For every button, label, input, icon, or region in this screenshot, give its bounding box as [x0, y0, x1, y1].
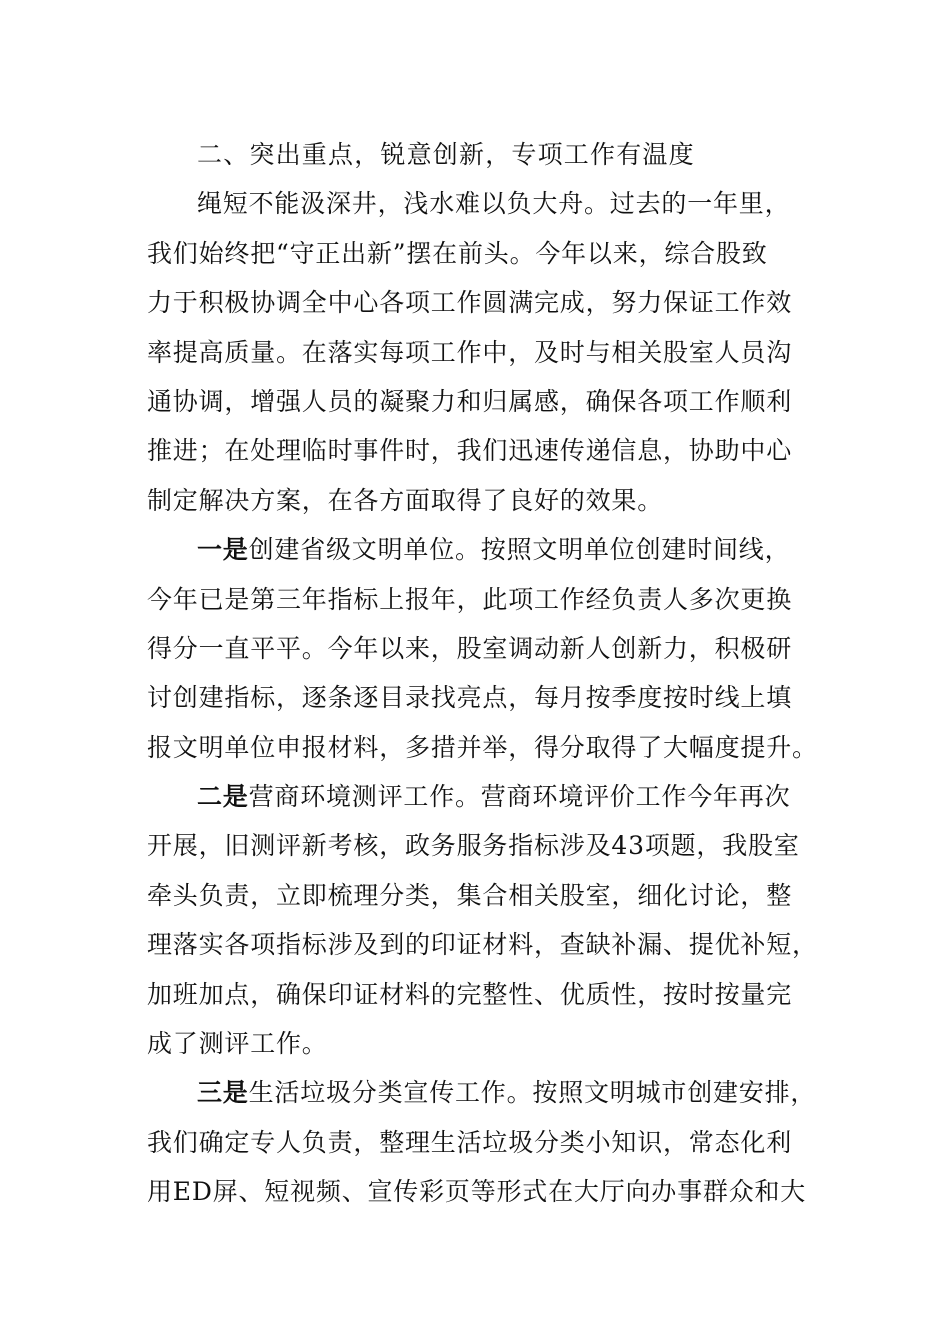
text-line: 用ED屏、短视频、宣传彩页等形式在大厅向办事群众和大: [147, 1177, 807, 1207]
text-line: [147, 525, 807, 574]
section-heading: 二、突出重点，锐意创新，专项工作有温度: [197, 140, 695, 169]
text-line: 今年已是第三年指标上报年，此项工作经负责人多次更换: [147, 584, 793, 614]
text-line: 通协调，增强人员的凝聚力和归属感，确保各项工作顺利: [147, 386, 793, 416]
document-page: [147, 130, 818, 1217]
item-title: 创建省级文明单位。按照文明单位创建时间线，: [248, 535, 791, 565]
text-line: 我们确定专人负责，整理生活垃圾分类小知识，常态化利: [147, 1127, 793, 1157]
text-line: 理落实各项指标涉及到的印证材料，查缺补漏、提优补短，: [147, 930, 818, 960]
item-paragraph-3: [147, 1068, 817, 1216]
text-line: [147, 772, 807, 821]
item-lead: 二是: [197, 782, 249, 812]
item-title: 营商环境测评工作。营商环境评价工作今年再次: [248, 782, 791, 812]
text-line: 制定解决方案，在各方面取得了良好的效果。: [147, 485, 664, 515]
intro-paragraph: [147, 179, 807, 525]
item-title: 生活垃圾分类宣传工作。按照文明城市创建安排，: [248, 1078, 817, 1108]
text-line: 率提高质量。在落实每项工作中，及时与相关股室人员沟: [147, 337, 793, 367]
item-lead: 一是: [197, 535, 249, 565]
text-line: 牵头负责，立即梳理分类，集合相关股室，细化讨论，整: [147, 880, 793, 910]
text-line: [147, 1068, 817, 1117]
text-line: 得分一直平平。今年以来，股室调动新人创新力，积极研: [147, 633, 793, 663]
text-line: 讨创建指标，逐条逐目录找亮点，每月按季度按时线上填: [147, 683, 793, 713]
text-line: 报文明单位申报材料，多措并举，得分取得了大幅度提升。: [147, 732, 818, 762]
text-line: 开展，旧测评新考核，政务服务指标涉及43项题，我股室: [147, 831, 800, 861]
text-line: 力于积极协调全中心各项工作圆满完成，努力保证工作效: [147, 288, 793, 318]
text-line: 推进；在处理临时事件时，我们迅速传递信息，协助中心: [147, 436, 793, 466]
item-lead: 三是: [197, 1078, 249, 1108]
text-line: 成了测评工作。: [147, 1029, 328, 1059]
item-paragraph-2: [147, 772, 818, 1068]
text-line: 绳短不能汲深井，浅水难以负大舟。过去的一年里，: [197, 189, 791, 219]
item-paragraph-1: [147, 525, 818, 772]
text-line: 加班加点，确保印证材料的完整性、优质性，按时按量完: [147, 979, 793, 1009]
text-line: 我们始终把“守正出新”摆在前头。今年以来，综合股致: [147, 238, 768, 268]
